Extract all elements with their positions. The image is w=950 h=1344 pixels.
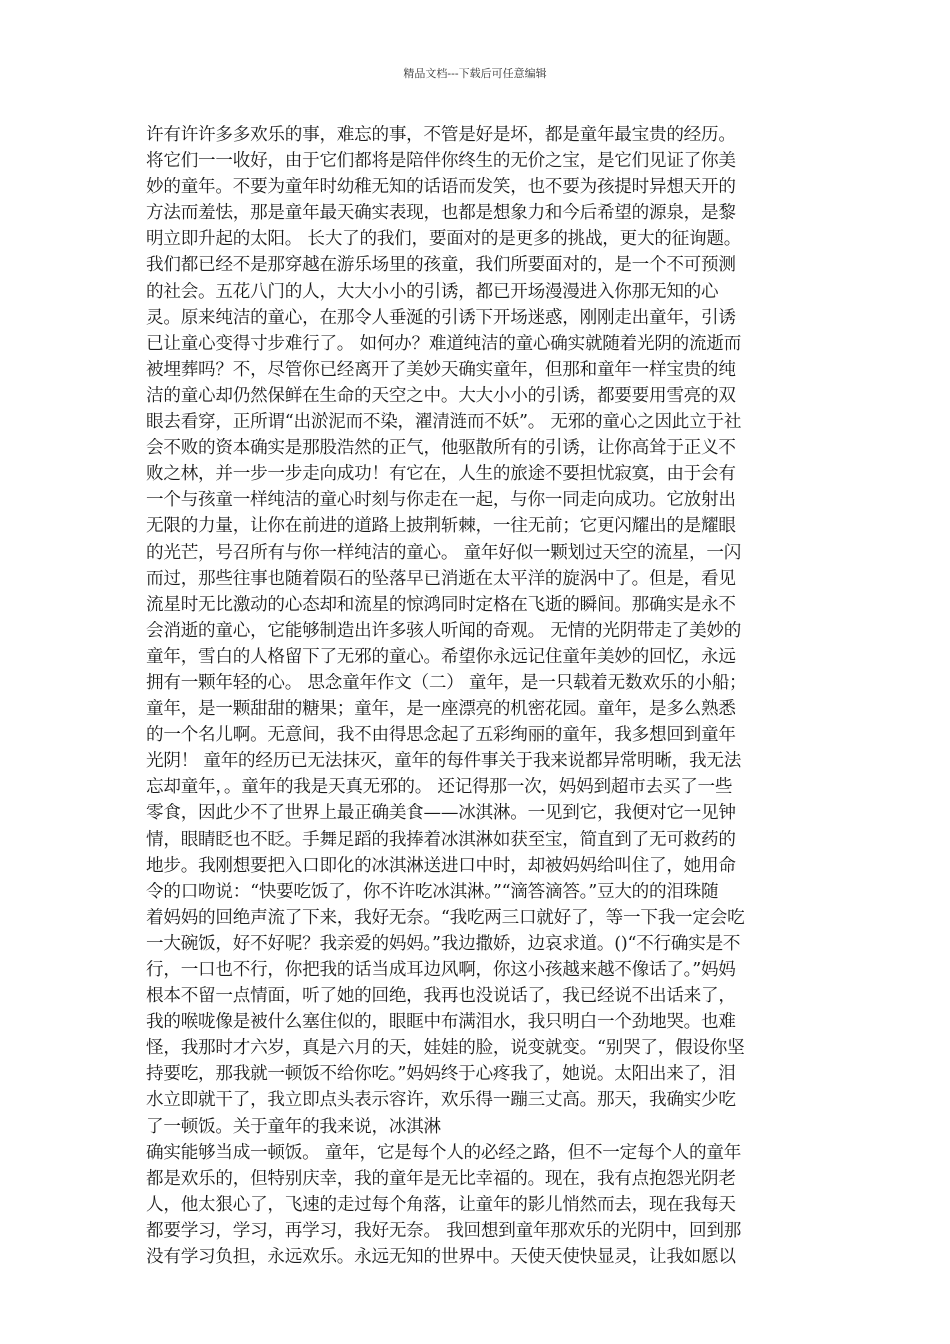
text-line: 童年，是一颗甜甜的糖果；童年，是一座漂亮的机密花园。童年，是多么熟悉 [146,699,736,720]
text-line: 被埋葬吗？不，尽管你已经离开了美妙天确实童年，但那和童年一样宝贵的纯 [146,359,736,380]
text-line: 方法而羞怯，那是童年最天确实表现，也都是想象力和今后希望的源泉，是黎 [146,203,736,224]
text-line: 一大碗饭，好不好呢？我亲爱的妈妈。”我边撒娇，边哀求道。()“不行确实是不 [146,933,741,954]
text-line: 无限的力量，让你在前进的道路上披荆斩棘，一往无前；它更闪耀出的是耀眼 [146,516,736,537]
text-line: 的一个名儿啊。无意间，我不由得思念起了五彩绚丽的童年，我多想回到童年 [146,725,736,746]
text-line: 怪，我那时才六岁，真是六月的天，娃娃的脸，说变就变。“别哭了，假设你坚 [146,1038,745,1059]
text-line: 的社会。五花八门的人，大大小小的引诱，都已开场漫漫进入你那无知的心 [146,281,719,302]
text-line: 地步。我刚想要把入口即化的冰淇淋送进口中时，却被妈妈给叫住了，她用命 [146,855,736,876]
text-line: 明立即升起的太阳。 长大了的我们，要面对的是更多的挑战，更大的征询题。 [146,229,742,250]
text-line: 童年，雪白的人格留下了无邪的童心。希望你永远记住童年美妙的回忆，永远 [146,646,736,667]
text-line: 败之林，并一步一步走向成功！有它在，人生的旅途不要担忧寂寞，由于会有 [146,464,736,485]
text-line: 忘却童年，。童年的我是天真无邪的。 还记得那一次，妈妈到超市去买了一些 [146,777,733,798]
text-line: 着妈妈的回绝声流了下来，我好无奈。“我吃两三口就好了，等一下我一定会吃 [146,907,745,928]
text-line: 人，他太狠心了，飞速的走过每个角落，让童年的影儿悄然而去，现在我每天 [146,1194,736,1215]
text-line: 都是欢乐的，但特别庆幸，我的童年是无比幸福的。现在，我有点抱怨光阴老 [146,1168,736,1189]
text-line: 我的喉咙像是被什么塞住似的，眼眶中布满泪水，我只明白一个劲地哭。也难 [146,1012,736,1033]
text-line: 零食，因此少不了世界上最正确美食——冰淇淋。一见到它，我便对它一见钟 [146,803,736,824]
text-line: 水立即就干了，我立即点头表示容许，欢乐得一蹦三丈高。那天，我确实少吃 [146,1090,736,1111]
text-line: 光阴！ 童年的经历已无法抹灭，童年的每件事关于我来说都异常明晰，我无法 [146,751,742,772]
text-line: 已让童心变得寸步难行了。 如何办？难道纯洁的童心确实就随着光阴的流逝而 [146,333,742,354]
text-line: 都要学习，学习，再学习，我好无奈。 我回想到童年那欢乐的光阴中，回到那 [146,1220,742,1241]
text-line: 许有许许多多欢乐的事，难忘的事，不管是好是坏，都是童年最宝贵的经历。 [146,125,736,145]
text-line: 灵。原来纯洁的童心，在那令人垂涎的引诱下开场迷惑，刚刚走出童年，引诱 [146,307,736,328]
text-line: 根本不留一点情面，听了她的回绝，我再也没说话了，我已经说不出话来了， [146,986,736,1007]
text-line: 而过，那些往事也随着陨石的坠落早已消逝在太平洋的旋涡中了。但是，看见 [146,568,736,589]
essay-body [146,122,826,1270]
text-line: 拥有一颗年轻的心。 思念童年作文（二） 童年，是一只载着无数欢乐的小船； [146,672,747,693]
page-header: 精品文档---下载后可任意编辑 [403,67,547,80]
text-line: 的光芒，号召所有与你一样纯洁的童心。 童年好似一颗划过天空的流星，一闪 [146,542,742,563]
text-line: 没有学习负担，永远欢乐。永远无知的世界中。天使天使快显灵，让我如愿以 [146,1247,736,1268]
text-line: 持要吃，那我就一顿饭不给你吃。”妈妈终于心疼我了，她说。太阳出来了，泪 [146,1064,736,1085]
text-line: 会消逝的童心，它能够制造出许多骇人听闻的奇观。 无情的光阴带走了美妙的 [146,620,742,641]
text-line: 了一顿饭。关于童年的我来说，冰淇淋 [146,1116,441,1137]
text-line: 妙的童年。不要为童年时幼稚无知的话语而发笑，也不要为孩提时异想天开的 [146,177,736,198]
text-line: 情，眼睛眨也不眨。手舞足蹈的我捧着冰淇淋如获至宝，简直到了无可救药的 [146,829,736,850]
text-line: 令的口吻说：“快要吃饭了，你不许吃冰淇淋。”“滴答滴答。”豆大的的泪珠随 [146,881,719,902]
text-line: 一个与孩童一样纯洁的童心时刻与你走在一起，与你一同走向成功。它放射出 [146,490,736,511]
text-line: 会不败的资本确实是那股浩然的正气，他驱散所有的引诱，让你高耸于正义不 [146,438,736,459]
text-line: 洁的童心却仍然保鲜在生命的天空之中。大大小小的引诱，都要要用雪亮的双 [146,385,736,406]
text-line: 流星时无比激动的心态却和流星的惊鸿同时定格在飞逝的瞬间。那确实是永不 [146,594,736,615]
text-line: 行，一口也不行，你把我的话当成耳边风啊，你这小孩越来越不像话了。”妈妈 [146,960,736,980]
text-line: 我们都已经不是那穿越在游乐场里的孩童，我们所要面对的，是一个不可预测 [146,255,736,276]
text-line: 将它们一一收好，由于它们都将是陪伴你终生的无价之宝，是它们见证了你美 [146,151,736,172]
text-line: 确实能够当成一顿饭。 童年，它是每个人的必经之路，但不一定每个人的童年 [146,1142,742,1163]
text-line: 眼去看穿，正所谓“出淤泥而不染，濯清涟而不妖”。 无邪的童心之因此立于社 [146,412,742,433]
